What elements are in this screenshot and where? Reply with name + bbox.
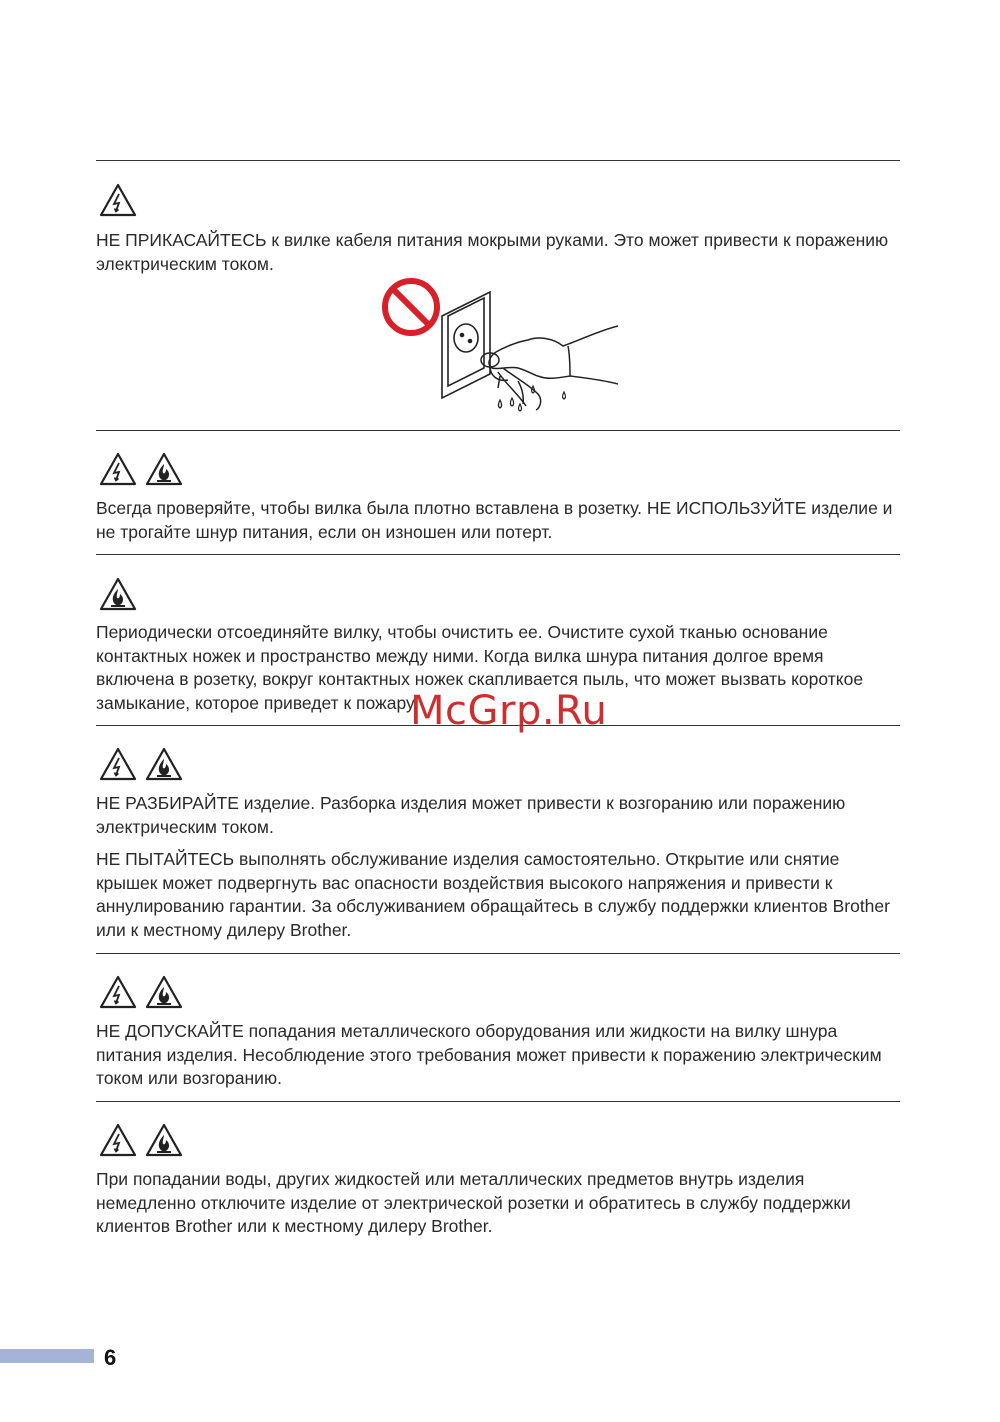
section-divider — [96, 430, 900, 431]
warning-text: При попадании воды, других жидкостей или металлических предметов внутрь изделия немедленно отключите изделие от электрической розетки и обратитесь в службу поддержки клиентов Brother или к местному дилеру Brother. — [96, 1169, 851, 1236]
fire-warning-icon — [144, 1122, 184, 1158]
warning-icons — [98, 746, 184, 782]
warning-text: НЕ ДОПУСКАЙТЕ попадания металлического оборудования или жидкости на вилку шнура питания изделия. Несоблюдение этого требования может привести к поражению электрическим током или возгоранию. — [96, 1021, 882, 1088]
prohibition-icon — [385, 281, 437, 333]
warning-icons — [98, 1122, 184, 1158]
warning-icons — [98, 451, 184, 487]
section-divider — [96, 160, 900, 161]
warning-icons — [98, 974, 184, 1010]
electric-shock-warning-icon — [98, 974, 138, 1010]
fire-warning-icon — [98, 576, 138, 612]
warning-icons — [98, 576, 138, 612]
warning-text: Всегда проверяйте, чтобы вилка была плотно вставлена в розетку. НЕ ИСПОЛЬЗУЙТЕ изделие и не трогайте шнур питания, если он изношен или потерт. — [96, 498, 893, 542]
warning-text: НЕ ПРИКАСАЙТЕСЬ к вилке кабеля питания мокрыми руками. Это может привести к поражению электрическим током. — [96, 230, 889, 274]
section-divider — [96, 953, 900, 954]
watermark: McGrp.Ru — [410, 688, 608, 734]
electric-shock-warning-icon — [98, 746, 138, 782]
section-divider — [96, 1101, 900, 1102]
warning-text: НЕ РАЗБИРАЙТЕ изделие. Разборка изделия может привести к возгоранию или поражению электрическим током. — [96, 793, 846, 837]
section-divider — [96, 554, 900, 555]
page-number: 6 — [104, 1345, 117, 1370]
fire-warning-icon — [144, 746, 184, 782]
fire-warning-icon — [144, 974, 184, 1010]
warning-text: Периодически отсоединяйте вилку, чтобы очистить ее. Очистите сухой тканью основание контактных ножек и пространство между ними. Когда вилка шнура питания долгое время включена в розетку, вокруг контактных ножек скапливается пыль, что может вызвать короткое замыкание, которое приведет к пожару. — [96, 622, 864, 713]
wet-hands-plug-illustration — [378, 276, 618, 416]
page-tab — [0, 1349, 94, 1363]
electric-shock-warning-icon — [98, 451, 138, 487]
electric-shock-warning-icon — [98, 182, 138, 218]
water-drops — [499, 386, 566, 411]
electric-shock-warning-icon — [98, 1122, 138, 1158]
fire-warning-icon — [144, 451, 184, 487]
warning-icons — [98, 182, 138, 218]
warning-text: НЕ ПЫТАЙТЕСЬ выполнять обслуживание изделия самостоятельно. Открытие или снятие крышек может подвергнуть вас опасности воздействия высокого напряжения и привести к аннулированию гарантии. За обслуживанием обращайтесь в службу поддержки клиентов Brother или к местному дилеру Brother. — [96, 849, 890, 940]
hand-with-plug — [481, 326, 618, 410]
wall-socket-icon — [442, 292, 490, 398]
